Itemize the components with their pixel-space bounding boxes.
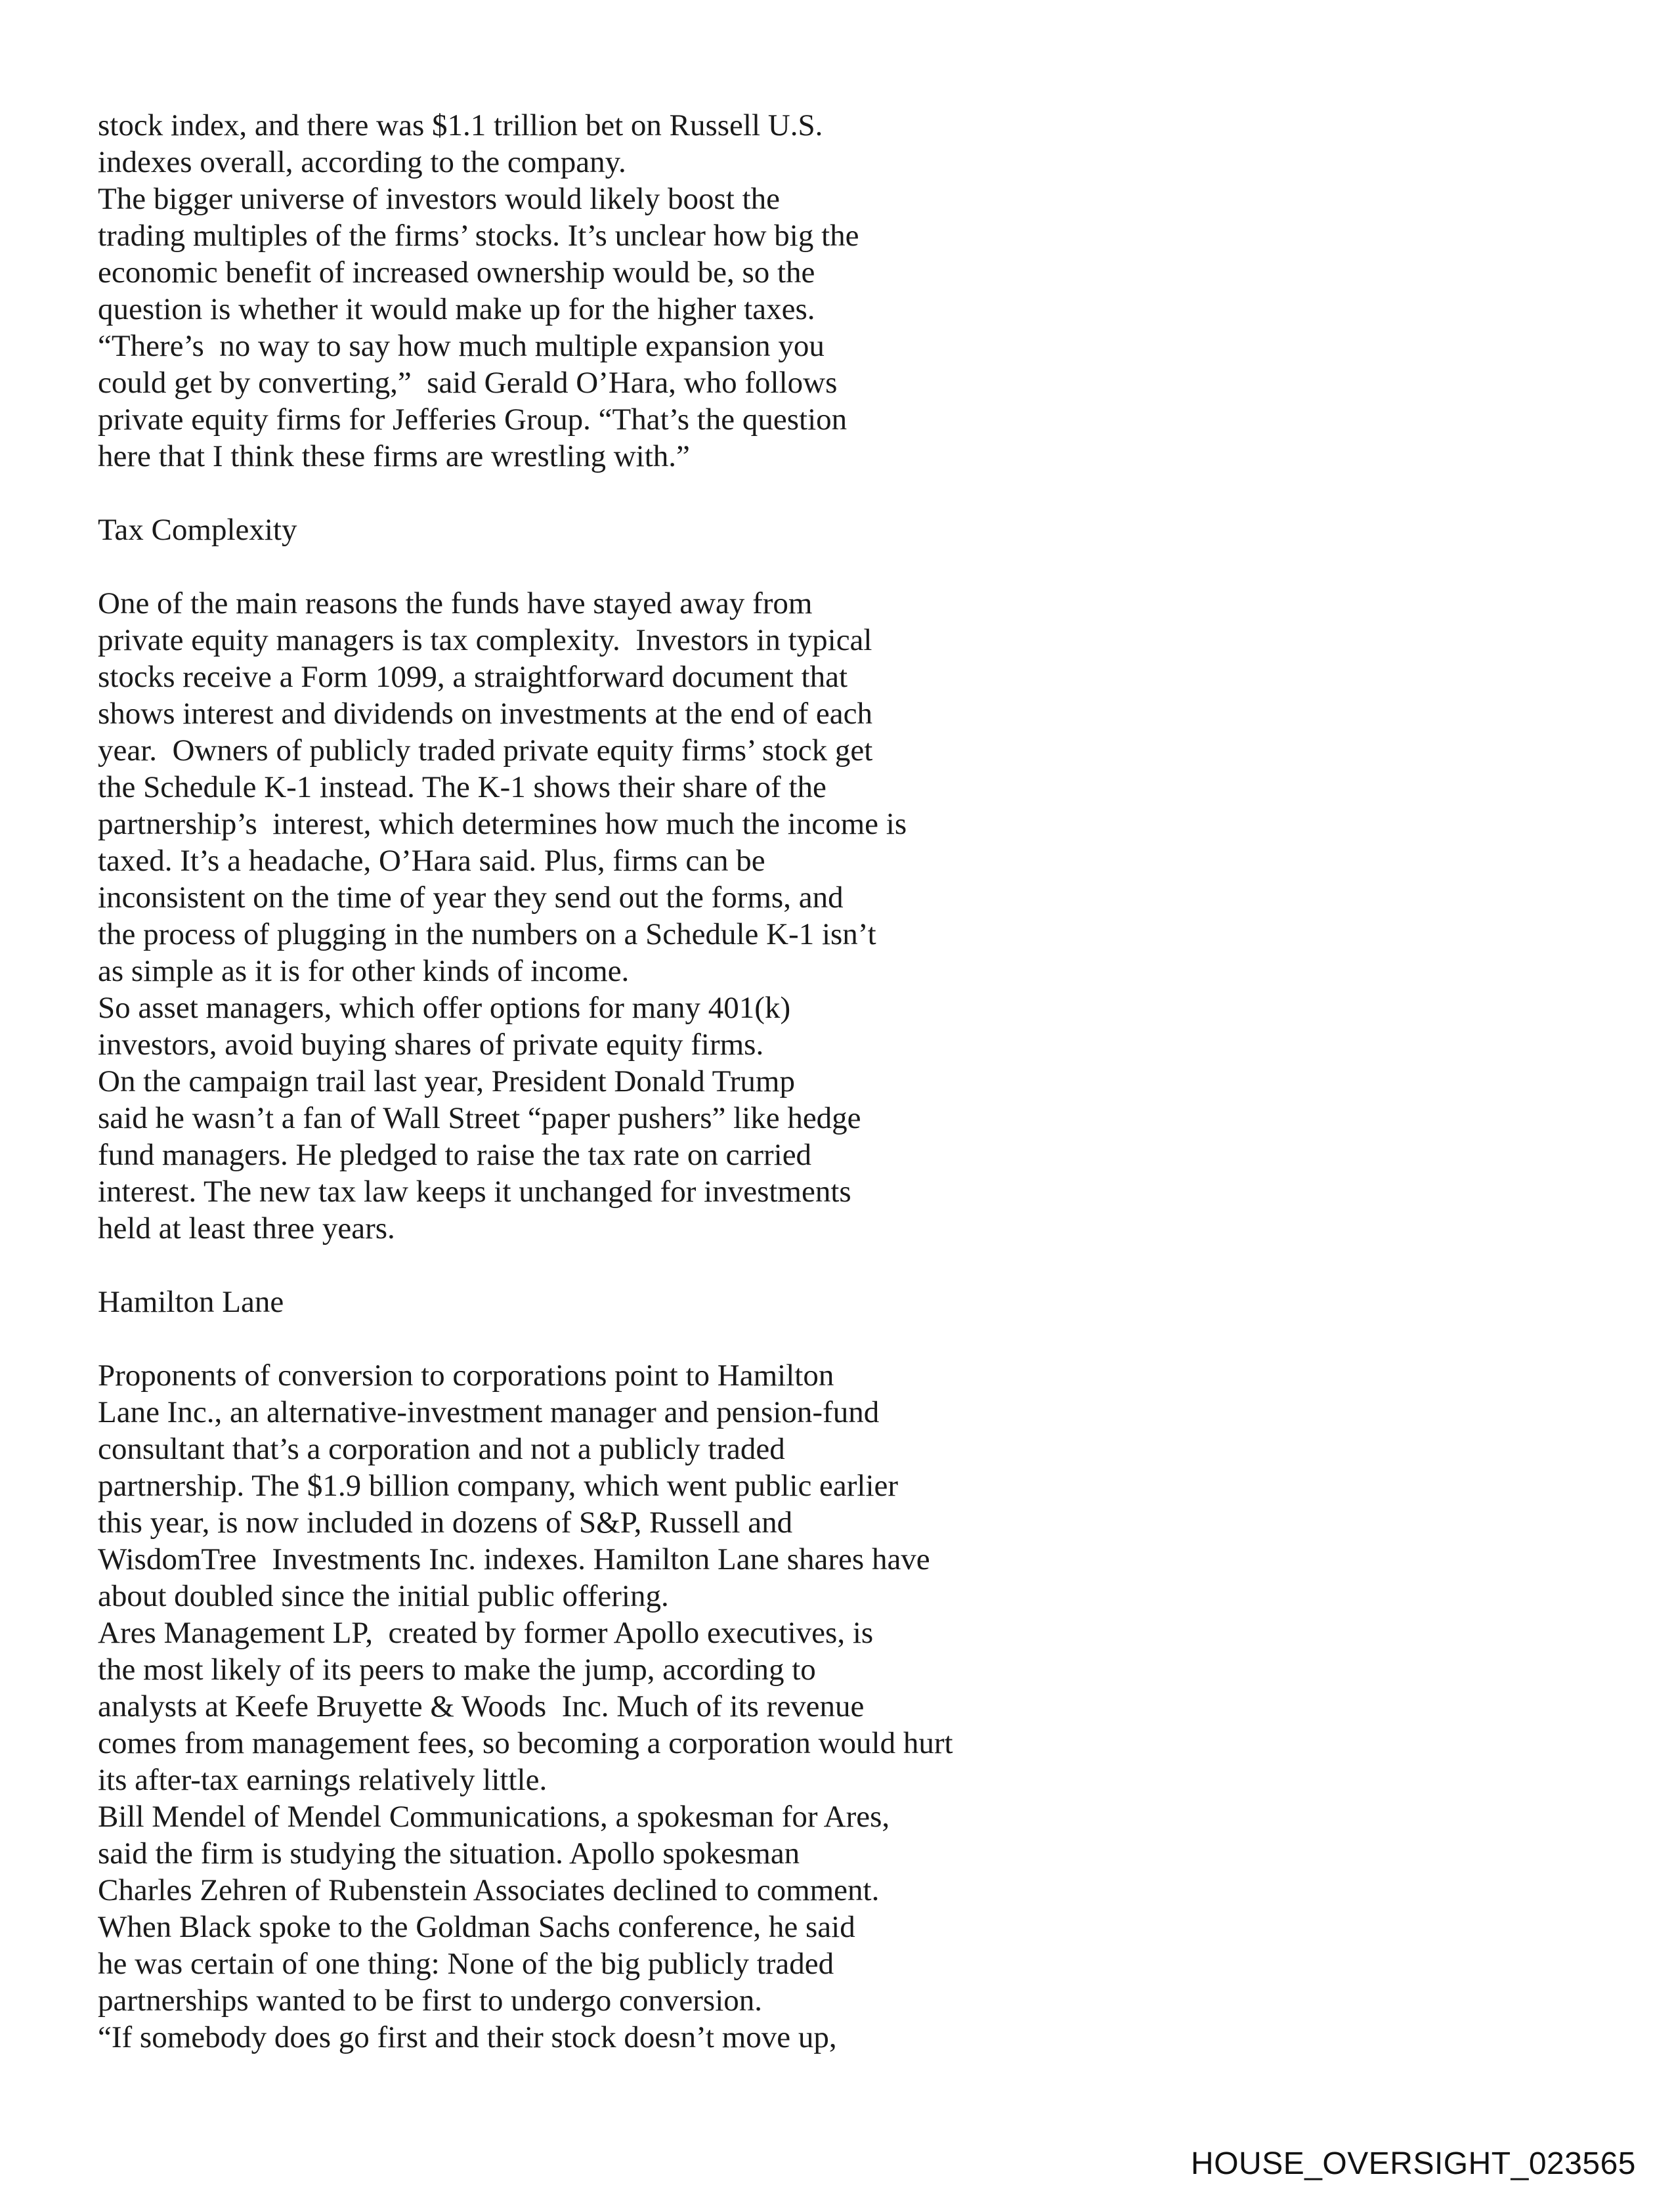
text-line: “There’s no way to say how much multiple expansion you bbox=[98, 329, 825, 363]
text-line: taxed. It’s a headache, O’Hara said. Plus, firms can be bbox=[98, 844, 765, 878]
text-line: its after-tax earnings relatively little. bbox=[98, 1763, 547, 1797]
text-line: analysts at Keefe Bruyette & Woods Inc. Much of its revenue bbox=[98, 1689, 865, 1724]
text-line: Bill Mendel of Mendel Communications, a spokesman for Ares, bbox=[98, 1800, 890, 1834]
text-line: consultant that’s a corporation and not a publicly traded bbox=[98, 1432, 785, 1466]
text-line: investors, avoid buying shares of private equity firms. bbox=[98, 1028, 764, 1062]
text-line: “If somebody does go first and their stock doesn’t move up, bbox=[98, 2020, 837, 2054]
text-line: fund managers. He pledged to raise the tax rate on carried bbox=[98, 1138, 812, 1172]
text-line: held at least three years. bbox=[98, 1211, 395, 1246]
text-line: he was certain of one thing: None of the big publicly traded bbox=[98, 1947, 834, 1981]
text-line: economic benefit of increased ownership would be, so the bbox=[98, 255, 815, 290]
text-line: The bigger universe of investors would likely boost the bbox=[98, 182, 781, 216]
document-page bbox=[98, 107, 1083, 2056]
text-line: partnership’s interest, which determines how much the income is bbox=[98, 807, 907, 841]
text-line: private equity firms for Jefferies Group. “That’s the question bbox=[98, 402, 848, 437]
bates-number: HOUSE_OVERSIGHT_023565 bbox=[1191, 2146, 1636, 2181]
text-line: trading multiples of the firms’ stocks. It’s unclear how big the bbox=[98, 219, 859, 253]
section-heading-hamilton-lane: Hamilton Lane bbox=[98, 1285, 284, 1319]
text-line: inconsistent on the time of year they send out the forms, and bbox=[98, 880, 844, 915]
text-line: stocks receive a Form 1099, a straightforward document that bbox=[98, 660, 848, 694]
text-line: question is whether it would make up for the higher taxes. bbox=[98, 292, 815, 326]
tax-complexity-paragraphs bbox=[98, 585, 1083, 1247]
paragraph-gap bbox=[98, 1247, 1083, 1284]
hamilton-lane-paragraphs bbox=[98, 1357, 1083, 2056]
text-line: Charles Zehren of Rubenstein Associates declined to comment. bbox=[98, 1873, 880, 1907]
intro-paragraphs bbox=[98, 107, 1083, 475]
text-line: as simple as it is for other kinds of income. bbox=[98, 954, 630, 988]
paragraph-gap bbox=[98, 475, 1083, 511]
paragraph-gap bbox=[98, 548, 1083, 585]
text-line: partnership. The $1.9 billion company, which went public earlier bbox=[98, 1469, 899, 1503]
text-line: interest. The new tax law keeps it unchanged for investments bbox=[98, 1175, 851, 1209]
text-line: comes from management fees, so becoming a corporation would hurt bbox=[98, 1726, 953, 1760]
text-line: the most likely of its peers to make the jump, according to bbox=[98, 1653, 816, 1687]
text-line: So asset managers, which offer options for many 401(k) bbox=[98, 991, 791, 1025]
text-line: about doubled since the initial public offering. bbox=[98, 1579, 669, 1613]
text-line: this year, is now included in dozens of S&P, Russell and bbox=[98, 1506, 793, 1540]
text-line: said he wasn’t a fan of Wall Street “paper pushers” like hedge bbox=[98, 1101, 861, 1135]
text-line: private equity managers is tax complexity. Investors in typical bbox=[98, 623, 872, 657]
text-line: WisdomTree Investments Inc. indexes. Hamilton Lane shares have bbox=[98, 1542, 930, 1576]
text-line: stock index, and there was $1.1 trillion bet on Russell U.S. bbox=[98, 108, 823, 142]
text-line: Proponents of conversion to corporations point to Hamilton bbox=[98, 1358, 834, 1393]
text-line: could get by converting,” said Gerald O’Hara, who follows bbox=[98, 366, 838, 400]
text-line: partnerships wanted to be first to undergo conversion. bbox=[98, 1984, 763, 2018]
text-line: Lane Inc., an alternative-investment manager and pension-fund bbox=[98, 1395, 880, 1429]
text-line: One of the main reasons the funds have stayed away from bbox=[98, 586, 813, 620]
text-line: here that I think these firms are wrestling with.” bbox=[98, 439, 690, 473]
text-line: said the firm is studying the situation. Apollo spokesman bbox=[98, 1836, 800, 1871]
text-line: year. Owners of publicly traded private equity firms’ stock get bbox=[98, 733, 873, 768]
text-line: shows interest and dividends on investments at the end of each bbox=[98, 697, 872, 731]
section-heading-tax-complexity: Tax Complexity bbox=[98, 513, 297, 547]
text-line: the process of plugging in the numbers on a Schedule K-1 isn’t bbox=[98, 917, 876, 951]
paragraph-gap bbox=[98, 1320, 1083, 1357]
text-line: Ares Management LP, created by former Apollo executives, is bbox=[98, 1616, 874, 1650]
text-line: indexes overall, according to the company. bbox=[98, 145, 626, 179]
text-line: the Schedule K-1 instead. The K-1 shows their share of the bbox=[98, 770, 826, 804]
text-line: On the campaign trail last year, President Donald Trump bbox=[98, 1064, 795, 1098]
text-line: When Black spoke to the Goldman Sachs conference, he said bbox=[98, 1910, 855, 1944]
